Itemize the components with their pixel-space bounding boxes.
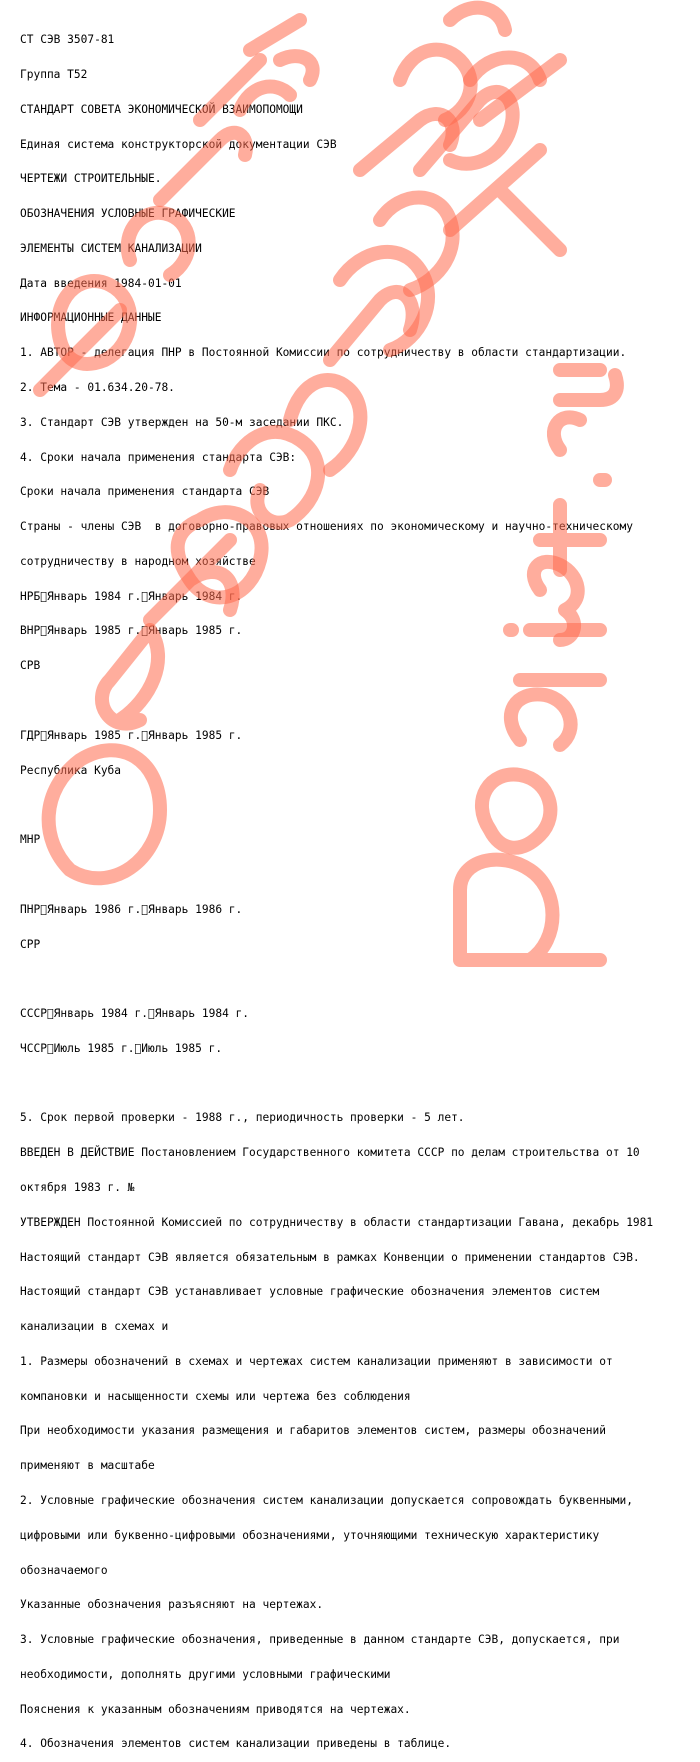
doc-line-scope-2: канализации в схемах и bbox=[20, 1320, 169, 1334]
doc-line-standard-org: СТАНДАРТ СОВЕТА ЭКОНОМИЧЕСКОЙ ВЗАИМОПОМОЩИ bbox=[20, 102, 303, 116]
doc-line-pnr: ПНР Январь 1986 г. Январь 1986 г. bbox=[20, 902, 243, 916]
doc-line-system: Единая система конструкторской документации СЭВ bbox=[20, 137, 337, 151]
doc-line-code: СТ СЭВ 3507-81 bbox=[20, 33, 115, 47]
doc-line-clause-1a: 1. Размеры обозначений в схемах и чертежах систем канализации применяют в зависимости от bbox=[20, 1354, 613, 1368]
doc-line-clause-1b: компановки и насыщенности схемы или чертежа без соблюдения bbox=[20, 1389, 411, 1403]
doc-line-srv: СРВ bbox=[20, 659, 41, 673]
doc-line-item-5: 5. Срок первой проверки - 1988 г., периодичность проверки - 5 лет. bbox=[20, 1111, 465, 1125]
doc-line-introduced-1: ВВЕДЕН В ДЕЙСТВИЕ Постановлением Государственного комитета СССР по делам строительства от 10 bbox=[20, 1146, 640, 1160]
doc-line-title-1: ЧЕРТЕЖИ СТРОИТЕЛЬНЫЕ. bbox=[20, 172, 162, 186]
doc-line-countries-1: Страны - члены СЭВ в договорно-правовых отношениях по экономическому и научно-техническому bbox=[20, 520, 633, 534]
doc-line-clause-3a: 3. Условные графические обозначения, приведенные в данном стандарте СЭВ, допускается, при bbox=[20, 1633, 620, 1647]
doc-line-item-3: 3. Стандарт СЭВ утвержден на 50-м заседании ПКС. bbox=[20, 415, 344, 429]
doc-line-clause-2c: обозначаемого bbox=[20, 1563, 108, 1577]
doc-line-introduced-2: октября 1983 г. № bbox=[20, 1180, 135, 1194]
doc-line-terms-header: Сроки начала применения стандарта СЭВ bbox=[20, 485, 270, 499]
doc-line-info-header: ИНФОРМАЦИОННЫЕ ДАННЫЕ bbox=[20, 311, 162, 325]
doc-line-clause-2d: Указанные обозначения разъясняют на чертежах. bbox=[20, 1598, 324, 1612]
doc-line-countries-2: сотрудничеству в народном хозяйстве bbox=[20, 554, 256, 568]
doc-line-clause-3c: Пояснения к указанным обозначениям приводятся на чертежах. bbox=[20, 1702, 411, 1716]
doc-line-item-4: 4. Сроки начала применения стандарта СЭВ: bbox=[20, 450, 297, 464]
doc-blank-line bbox=[20, 973, 690, 985]
doc-line-approved: УТВЕРЖДЕН Постоянной Комиссией по сотрудничеству в области стандартизации Гавана, декабрь 1981 bbox=[20, 1215, 654, 1229]
doc-line-gdr: ГДР Январь 1985 г. Январь 1985 г. bbox=[20, 728, 243, 742]
doc-line-clause-1c: При необходимости указания размещения и габаритов элементов систем, размеры обозначений bbox=[20, 1424, 606, 1438]
doc-line-mnr: МНР bbox=[20, 833, 41, 847]
doc-line-clause-1d: применяют в масштабе bbox=[20, 1459, 155, 1473]
doc-blank-line bbox=[20, 799, 690, 811]
doc-blank-line bbox=[20, 869, 690, 881]
doc-line-title-3: ЭЛЕМЕНТЫ СИСТЕМ КАНАЛИЗАЦИИ bbox=[20, 241, 202, 255]
doc-line-chssr: ЧССР Июль 1985 г. Июль 1985 г. bbox=[20, 1041, 223, 1055]
doc-line-title-2: ОБОЗНАЧЕНИЯ УСЛОВНЫЕ ГРАФИЧЕСКИЕ bbox=[20, 207, 236, 221]
doc-line-scope-1: Настоящий стандарт СЭВ устанавливает условные графические обозначения элементов систем bbox=[20, 1285, 600, 1299]
doc-line-date: Дата введения 1984-01-01 bbox=[20, 276, 182, 290]
doc-line-clause-4: 4. Обозначения элементов систем канализации приведены в таблице. bbox=[20, 1737, 452, 1751]
doc-blank-line bbox=[20, 1078, 690, 1090]
doc-line-clause-2b: цифровыми или буквенно-цифровыми обозначениями, уточняющими техническую характеристику bbox=[20, 1528, 600, 1542]
doc-line-clause-2a: 2. Условные графические обозначения систем канализации допускается сопровождать буквенными, bbox=[20, 1494, 633, 1507]
doc-line-vnr: ВНР Январь 1985 г. Январь 1985 г. bbox=[20, 624, 243, 638]
doc-line-group: Группа Т52 bbox=[20, 67, 88, 81]
doc-line-srr: СРР bbox=[20, 937, 41, 951]
document-text bbox=[20, 11, 690, 1762]
doc-line-clause-3b: необходимости, дополнять другими условными графическими bbox=[20, 1667, 391, 1681]
doc-line-item-2: 2. Тема - 01.634.20-78. bbox=[20, 381, 175, 394]
doc-line-nrb: НРБ Январь 1984 г. Январь 1984 г. bbox=[20, 589, 243, 603]
doc-line-cuba: Республика Куба bbox=[20, 763, 122, 777]
doc-line-mandatory: Настоящий стандарт СЭВ является обязательным в рамках Конвенции о применении стандартов СЭВ. bbox=[20, 1250, 640, 1264]
doc-line-item-1: 1. АВТОР - делегация ПНР в Постоянной Комиссии по сотрудничеству в области стандартизации. bbox=[20, 346, 627, 360]
doc-blank-line bbox=[20, 695, 690, 707]
doc-line-sssr: СССР Январь 1984 г. Январь 1984 г. bbox=[20, 1007, 250, 1021]
